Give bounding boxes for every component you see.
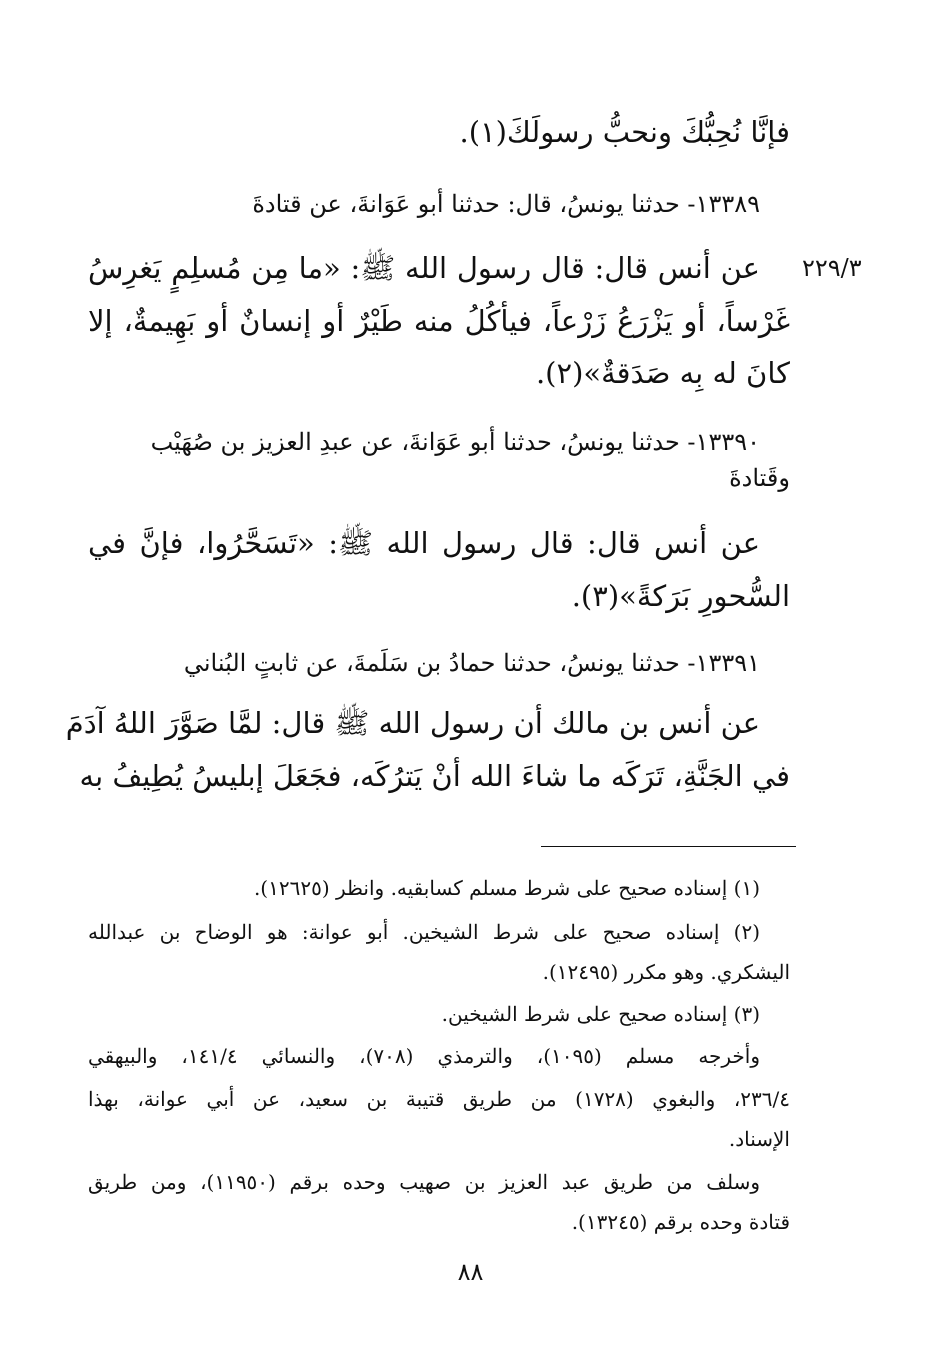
text-line: عن أنس بن مالك أن رسول الله ﷺ قال: لمَّا صَوَّرَ اللهُ آدَمَ [65, 706, 760, 740]
footnote-line: وسلف من طريق عبد العزيز بن صهيب وحده برقم (١١٩٥٠)، ومن طريق [88, 1170, 760, 1194]
text-line: كانَ له بِه صَدَقةٌ»(٢). [535, 356, 790, 390]
text-line: السُّحورِ بَرَكةً»(٣). [571, 579, 790, 613]
footnote-line: وأخرجه مسلم (١٠٩٥)، والترمذي (٧٠٨)، والنسائي ١٤١/٤، والبيهقي [88, 1044, 761, 1068]
text-line: في الجَنَّةِ، تَرَكَه ما شاءَ الله أنْ يَترُكَه، فجَعَلَ إبليسُ يُطِيفُ به [79, 759, 790, 793]
isnad-line: ١٣٣٨٩- حدثنا يونسُ، قال: حدثنا أبو عَوَانةَ، عن قتادةَ [252, 190, 760, 218]
margin-volume-page-reference: ٢٢٩/٣ [802, 254, 862, 282]
text-line: عن أنس قال: قال رسول الله ﷺ: «تَسَحَّرُوا، فإنَّ في [88, 526, 760, 560]
footnote-line: الإسناد. [728, 1127, 790, 1151]
page-number: ٨٨ [457, 1258, 484, 1286]
footnote-line: (٢) إسناده صحيح على شرط الشيخين. أبو عوانة: هو الوضاح بن عبدالله [88, 920, 760, 944]
footnote-line: (٣) إسناده صحيح على شرط الشيخين. [441, 1002, 760, 1026]
isnad-line: ١٣٣٩٠- حدثنا يونسُ، حدثنا أبو عَوَانةَ، عن عبدِ العزيز بن صُهَيْب [150, 428, 760, 456]
footnote-line: اليشكري. وهو مكرر (١٢٤٩٥). [542, 960, 790, 984]
footnote-line: (١) إسناده صحيح على شرط مسلم كسابقيه. وانظر (١٢٦٢٥). [253, 876, 760, 900]
text-line: فإنَّا نُحِبُّكَ ونحبُّ رسولَكَ(١). [459, 115, 790, 149]
isnad-line: ١٣٣٩١- حدثنا يونسُ، حدثنا حمادُ بن سَلَمةَ، عن ثابتٍ البُناني [183, 649, 760, 677]
text-line: عن أنس قال: قال رسول الله ﷺ: «ما مِن مُسلِمٍ يَغرِسُ [88, 251, 760, 285]
footnote-line: قتادة وحده برقم (١٣٢٤٥). [571, 1210, 790, 1234]
footnote-separator [541, 846, 796, 847]
isnad-line: وقَتادةَ [729, 464, 790, 492]
footnote-line: ٢٣٦/٤، والبغوي (١٧٢٨) من طريق قتيبة بن سعيد، عن أبي عوانة، بهذا [88, 1087, 791, 1111]
text-line: غَرْساً، أو يَزْرَعُ زَرْعاً، فيأكُلُ منه طَيْرٌ أو إنسانٌ أو بَهِيمةٌ، إلا [88, 304, 790, 338]
